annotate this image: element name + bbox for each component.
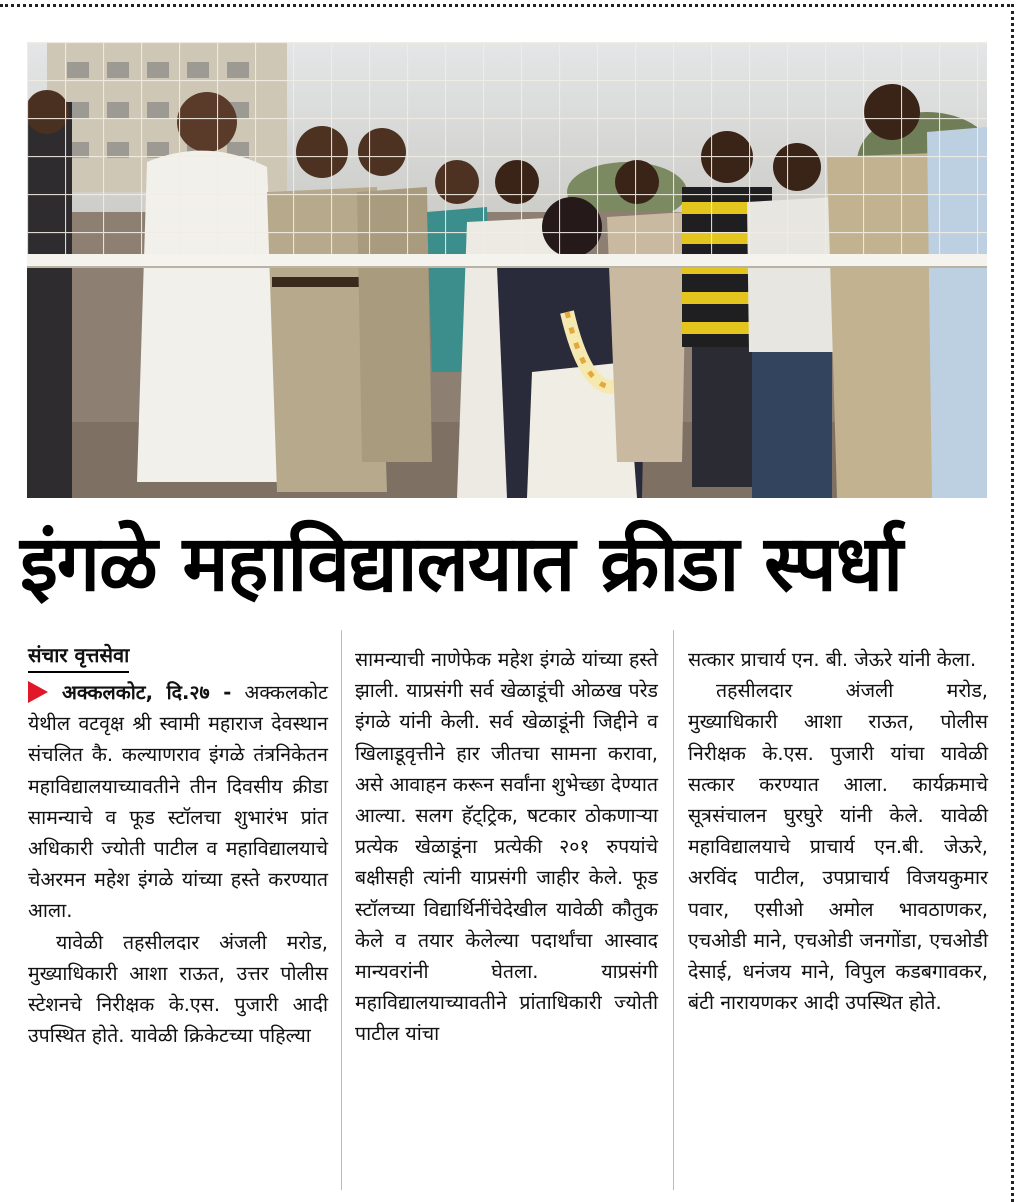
article-column-2 [355,644,658,1050]
article-column-3 [688,644,988,1018]
paragraph: तहसीलदार अंजली मरोड, मुख्याधिकारी आशा राऊत, पोलीस निरीक्षक के.एस. पुजारी यांचा यावेळी सत्कार करण्यात आला. कार्यक्रमाचे सूत्रसंचालन घुरघुरे यांनी केले. यावेळी महाविद्यालयाचे प्राचार्य एन.बी. जेऊरे, अरविंद पाटील, उपप्राचार्य विजयकुमार पवार, एसीओ अमोल भावठाणकर, एचओडी माने, एचओडी जनगोंडा, एचओडी देसाई, धनंजय माने, विपुल कडबगावकर, बंटी नारायणकर आदी उपस्थित होते. [688,679,988,1015]
lead-text: अक्कलकोट येथील वटवृक्ष श्री स्वामी महाराज देवस्थान संचलित कै. कल्याणराव इंगळे तंत्रनिकेतन महाविद्यालयाच्यावतीने तीन दिवसीय क्रीडा सामन्याचे व फूड स्टॉलचा शुभारंभ प्रांत अधिकारी ज्योती पाटील व महाविद्यालयाचे चेअरमन महेश इंगळे यांच्या हस्ते करण्यात आला. [28,681,329,923]
photo-illustration [27,42,987,498]
right-dotted-border [1011,4,1014,1202]
byline: संचार वृत्तसेवा [28,640,129,673]
news-photo [27,42,987,498]
column-divider [341,630,342,1190]
red-triangle-arrow-icon [28,681,48,703]
headline: इंगळे महाविद्यालयात क्रीडा स्पर्धा [20,520,903,609]
article-column-1 [28,640,328,1051]
dateline: अक्कलकोट, दि.२७ - [62,681,232,704]
top-dotted-border [0,4,1010,7]
paragraph: सत्कार प्राचार्य एन. बी. जेऊरे यांनी केला. [688,648,977,671]
column-divider [673,630,674,1190]
paragraph: सामन्याची नाणेफेक महेश इंगळे यांच्या हस्ते झाली. याप्रसंगी सर्व खेळाडूंची ओळख परेड इंगळे यांनी केली. सर्व खेळाडूंनी जिद्दीने व खिलाडूवृत्तीने हार जीतचा सामना करावा, असे आवाहन करून सर्वांना शुभेच्छा देण्यात आल्या. सलग हॅट्ट्रिक, षटकार ठोकणाऱ्या प्रत्येक खेळाडूंना प्रत्येकी २०१ रुपयांचे बक्षीसही त्यांनी याप्रसंगी जाहीर केले. फूड स्टॉलच्या विद्यार्थिनींचेदेखील यावेळी कौतुक केले व तयार केलेल्या पदार्थांचा आस्वाद मान्यवरांनी घेतला. याप्रसंगी महाविद्यालयाच्यावतीने प्रांताधिकारी ज्योती पाटील यांचा [355,648,658,1046]
paragraph: यावेळी तहसीलदार अंजली मरोड, मुख्याधिकारी आशा राऊत, उत्तर पोलीस स्टेशनचे निरीक्षक के.एस. पुजारी आदी उपस्थित होते. यावेळी क्रिकेटच्या पहिल्या [28,930,328,1048]
lead-paragraph [28,677,328,927]
